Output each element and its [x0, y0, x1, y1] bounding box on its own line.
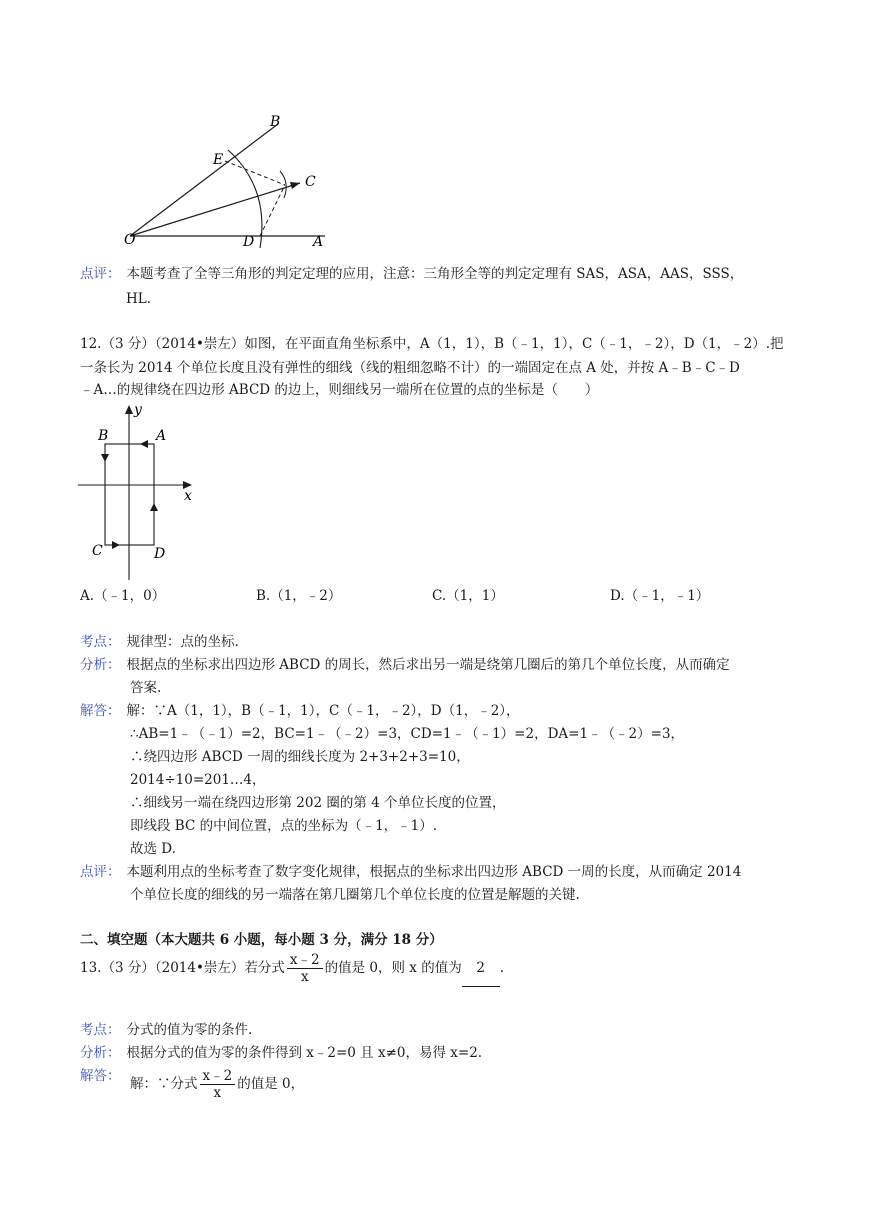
- fraction-denominator: x: [213, 1085, 222, 1101]
- kaodian-text: 分式的值为零的条件.: [126, 1022, 253, 1038]
- q11-comment-line1: [80, 264, 743, 284]
- fenxi-text: 根据分式的值为零的条件得到 x﹣2=0 且 x≠0，易得 x=2.: [126, 1045, 483, 1061]
- q12-fenxi: [80, 655, 730, 675]
- jieda-line: 2014÷10=201…4，: [130, 772, 266, 788]
- comment-text: 本题考查了全等三角形的判定定理的应用，注意：三角形全等的判定定理有 SAS，ASA，AAS，SSS，: [126, 266, 744, 282]
- kaodian-label: 考点：: [80, 1022, 121, 1038]
- jieda-line: ∴细线另一端在绕四边形第 202 圈的第 4 个单位长度的位置，: [130, 795, 506, 811]
- q13-jieda-post: 的值是 0，: [237, 1076, 305, 1092]
- q12-dianping-line2: 个单位长度的细线的另一端落在第几圈第几个单位长度的位置是解题的关键.: [130, 887, 580, 903]
- jieda-line: 解：∵A（1，1），B（﹣1，1），C（﹣1，﹣2），D（1，﹣2），: [126, 703, 520, 719]
- q13-jieda-pre: 解：∵分式: [130, 1076, 198, 1092]
- angle-construction-figure: [110, 108, 340, 250]
- point-label-b: B: [98, 428, 109, 444]
- fraction: [200, 1068, 236, 1101]
- dianping-text: 本题利用点的坐标考查了数字变化规律，根据点的坐标求出四边形 ABCD 一周的长度，从而确定 2014: [126, 864, 742, 880]
- q12-kaodian: [80, 632, 239, 652]
- q12-fenxi-line2: 答案.: [130, 680, 162, 696]
- dianping-label: 点评：: [80, 864, 121, 880]
- q12-stem-line2: 一条长为 2014 个单位长度且没有弹性的细线（线的粗细忽略不计）的一端固定在点 A 处，并按 A﹣B﹣C﹣D: [80, 360, 740, 376]
- answer-blank: 2: [462, 950, 500, 987]
- fenxi-text: 根据点的坐标求出四边形 ABCD 的周长，然后求出另一端是绕第几圈后的第几个单位长度，从而确定: [126, 657, 730, 673]
- kaodian-label: 考点：: [80, 634, 121, 650]
- fenxi-label: 分析：: [80, 1045, 121, 1061]
- q12-dianping: [80, 862, 741, 882]
- q12-jieda: [80, 701, 520, 721]
- q13-kaodian: [80, 1020, 252, 1040]
- coordinate-plane-figure: [76, 400, 206, 585]
- option-d: D.（﹣1，﹣1）: [610, 588, 710, 604]
- q13-jieda-label-line: [80, 1066, 121, 1086]
- option-a: A.（﹣1，0）: [80, 588, 166, 604]
- point-label-c: C: [92, 543, 103, 559]
- comment-label: 点评：: [80, 266, 121, 282]
- point-label-b: B: [270, 114, 281, 130]
- q12-stem-line1: 12.（3 分）（2014•崇左）如图，在平面直角坐标系中，A（1，1），B（﹣1，1），C（﹣1，﹣2），D（1，﹣2）.把: [80, 336, 784, 352]
- point-label-c: C: [305, 174, 316, 190]
- axis-label-x: x: [184, 488, 192, 504]
- kaodian-text: 规律型：点的坐标.: [126, 634, 239, 650]
- q12-stem-line3: ﹣A…的规律绕在四边形 ABCD 的边上，则细线另一端所在位置的点的坐标是（ ）: [80, 382, 599, 398]
- fraction-numerator: x﹣2: [287, 952, 323, 969]
- jieda-line: ∴绕四边形 ABCD 一周的细线长度为 2+3+2+3=10，: [130, 749, 470, 765]
- q13-stem: [80, 950, 504, 987]
- jieda-line: 故选 D.: [130, 841, 176, 857]
- jieda-line: ∴AB=1﹣（﹣1）=2，BC=1﹣（﹣2）=3，CD=1﹣（﹣1）=2，DA=1﹣（﹣2）=3，: [130, 726, 685, 742]
- q13-fenxi: [80, 1043, 482, 1063]
- point-label-o: O: [124, 232, 136, 248]
- point-label-e: E: [213, 152, 224, 168]
- q13-stem-mid: 的值是 0，则 x 的值为: [324, 960, 462, 976]
- q11-comment-line2: HL.: [126, 291, 152, 307]
- fraction-numerator: x﹣2: [200, 1068, 236, 1085]
- point-label-a: A: [313, 234, 324, 250]
- jieda-label: 解答：: [80, 1068, 121, 1084]
- q13-stem-pre: 13.（3 分）（2014•崇左）若分式: [80, 960, 285, 976]
- fenxi-label: 分析：: [80, 657, 121, 673]
- fraction: [287, 952, 323, 985]
- section-title: 二、填空题（本大题共 6 小题，每小题 3 分，满分 18 分）: [80, 932, 443, 948]
- option-b: B.（1，﹣2）: [256, 588, 342, 604]
- axis-label-y: y: [134, 402, 142, 418]
- fraction-denominator: x: [300, 969, 309, 985]
- point-label-a: A: [156, 428, 167, 444]
- option-c: C.（1，1）: [432, 588, 504, 604]
- point-label-d: D: [243, 234, 255, 250]
- jieda-label: 解答：: [80, 703, 121, 719]
- q13-jieda: [130, 1066, 304, 1102]
- jieda-line: 即线段 BC 的中间位置，点的坐标为（﹣1，﹣1）.: [130, 818, 438, 834]
- q13-stem-end: .: [499, 960, 504, 976]
- point-label-d: D: [154, 546, 166, 562]
